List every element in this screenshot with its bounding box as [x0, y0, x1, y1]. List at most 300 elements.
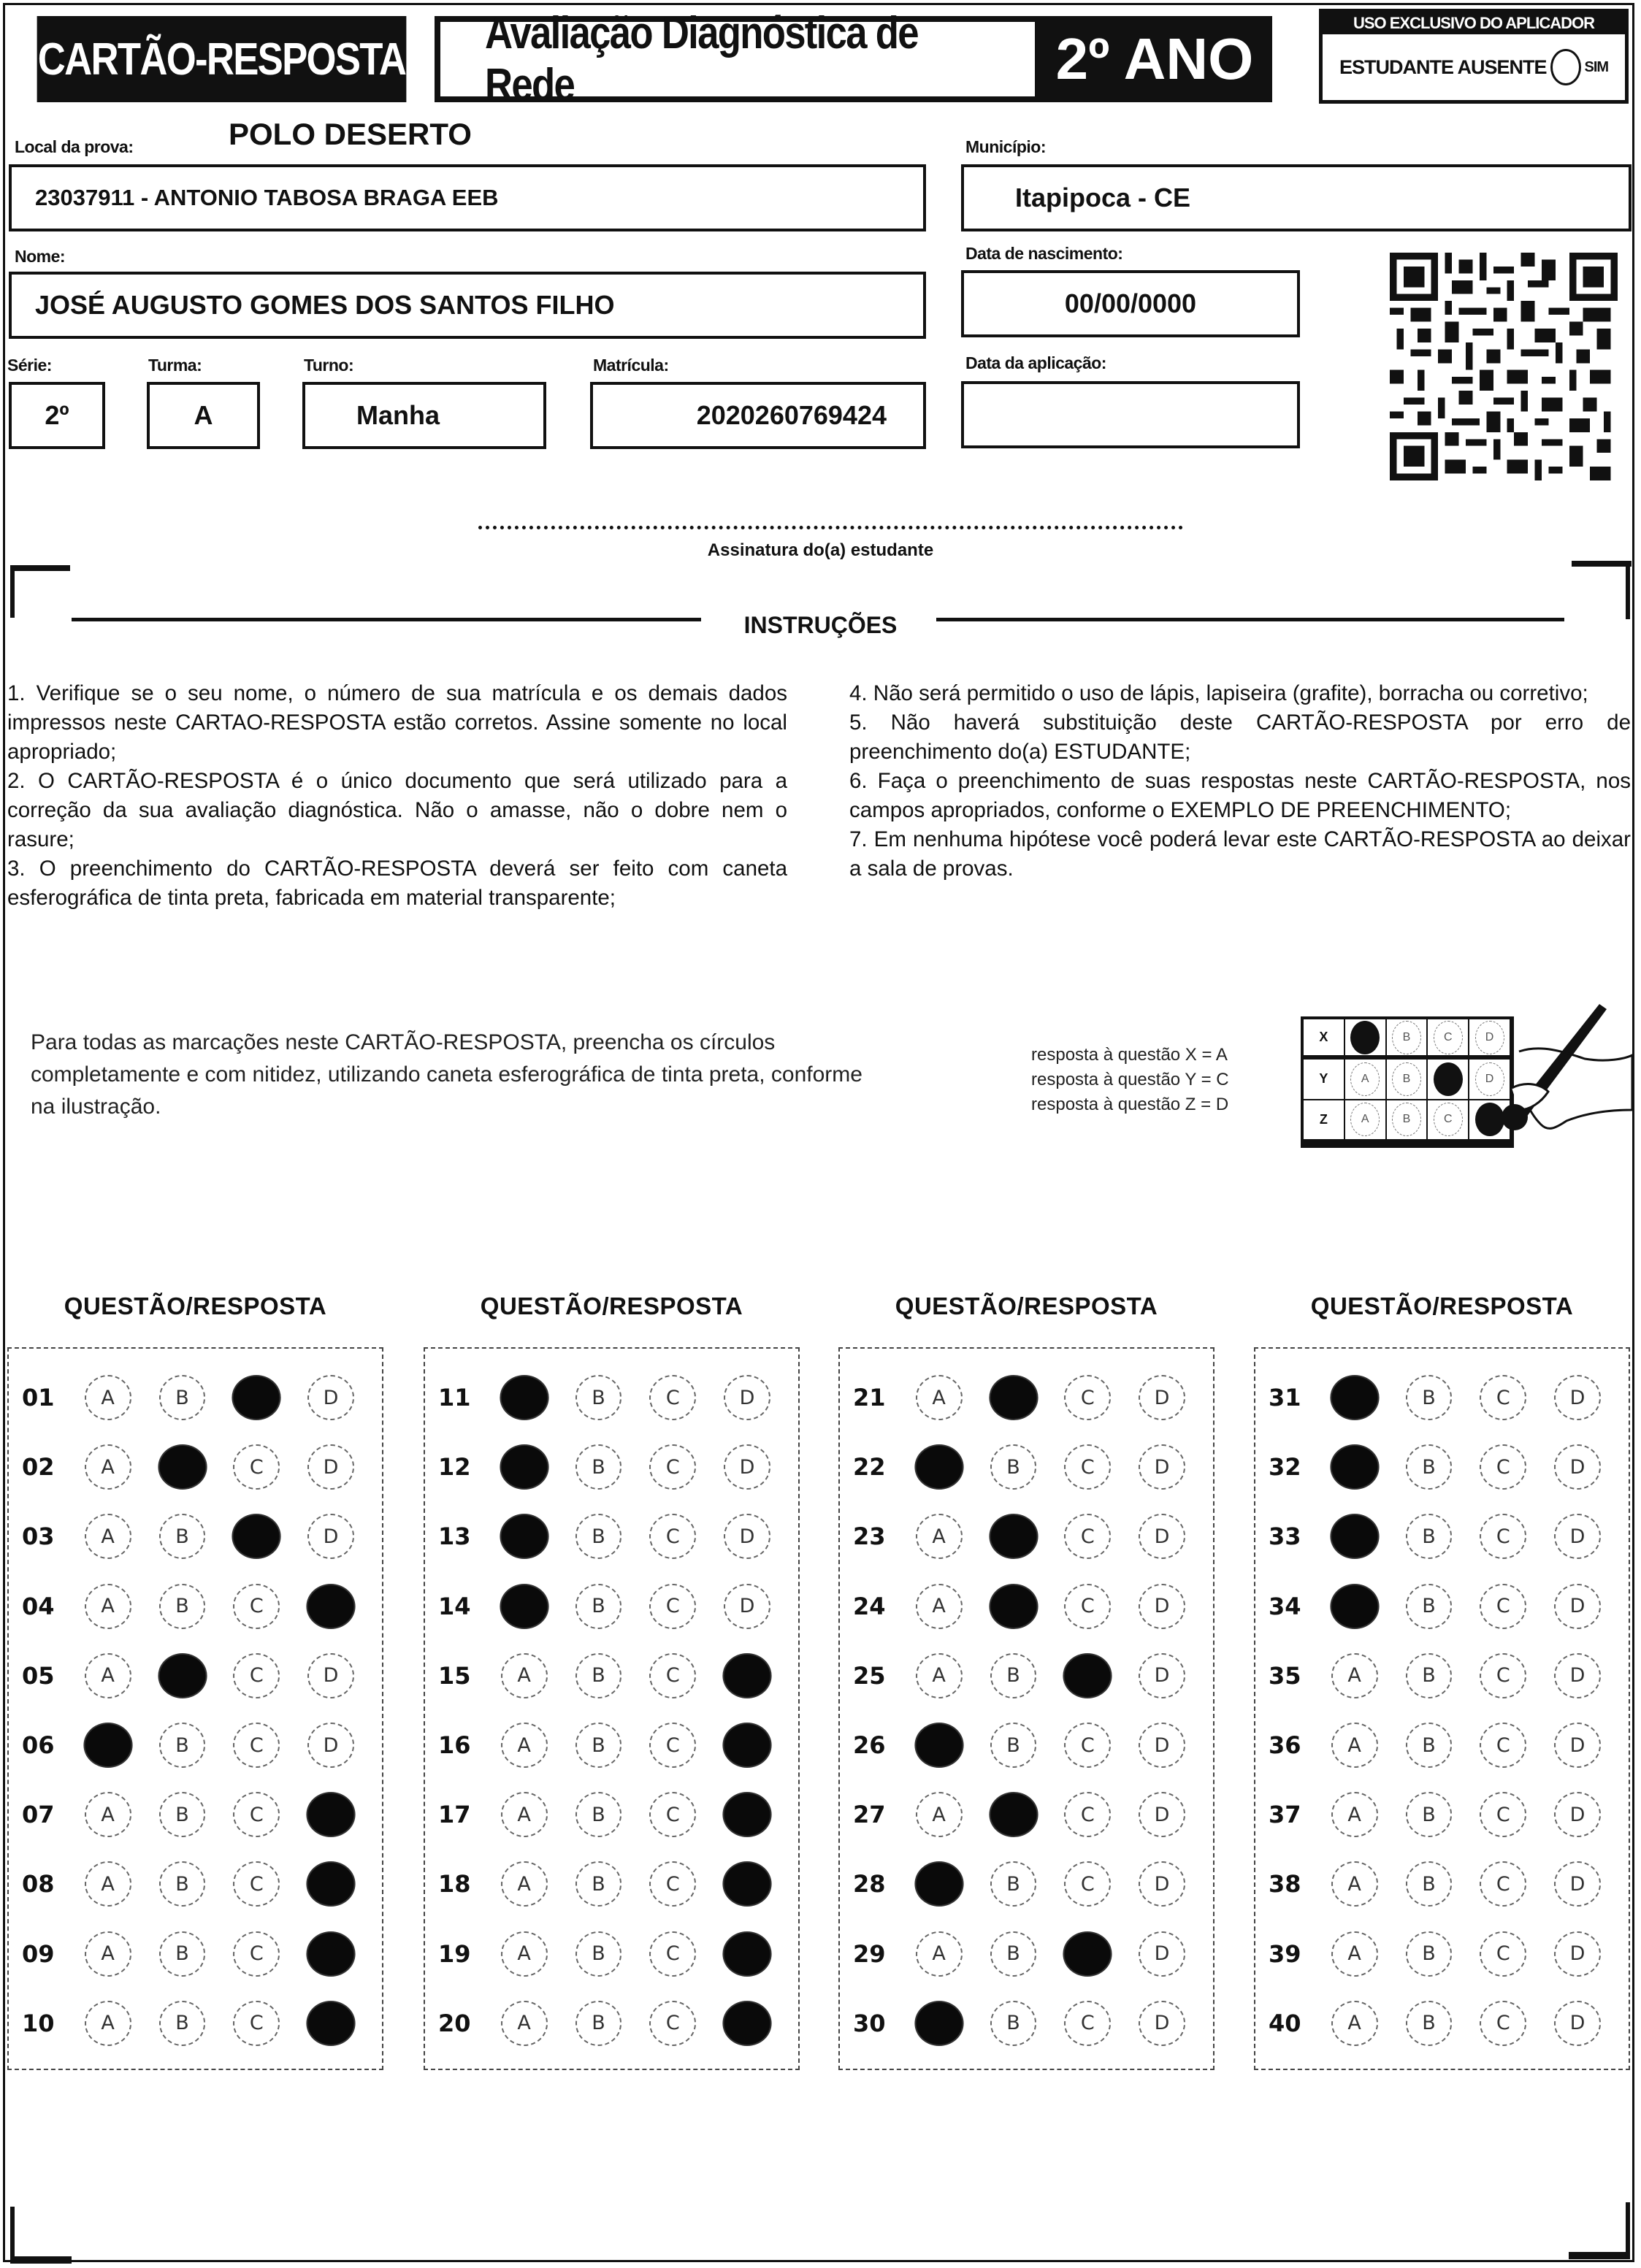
- question-number: 36: [1269, 1731, 1301, 1759]
- answer-column-4: [1254, 1347, 1630, 2070]
- answer-bubble-a[interactable]: A: [1331, 1653, 1378, 1698]
- answer-bubble-b[interactable]: [158, 1444, 207, 1490]
- answer-bubble-a[interactable]: [914, 1723, 963, 1768]
- question-number: 37: [1269, 1801, 1301, 1829]
- corner-mark-bottom-right: [1569, 2252, 1630, 2259]
- answer-column-heading: QUESTÃO/RESPOSTA: [64, 1292, 327, 1319]
- question-number: 34: [1269, 1592, 1301, 1620]
- answer-bubble-a[interactable]: A: [85, 1514, 131, 1559]
- question-row: [425, 1574, 798, 1639]
- nascimento-field: [961, 270, 1300, 337]
- answer-bubble-a[interactable]: [500, 1584, 548, 1629]
- applicator-heading: USO EXCLUSIVO DO APLICADOR: [1323, 12, 1625, 34]
- answer-bubble-c[interactable]: C: [233, 1792, 280, 1837]
- question-number: 23: [853, 1522, 886, 1551]
- answer-bubble-b[interactable]: B: [1406, 1514, 1453, 1559]
- answer-bubble-b[interactable]: B: [1406, 2001, 1453, 2046]
- question-number: 26: [853, 1731, 886, 1759]
- answer-bubble-d[interactable]: D: [1554, 1792, 1601, 1837]
- instructions-right: [849, 679, 1631, 884]
- question-number: 22: [853, 1453, 886, 1482]
- answer-bubble-d[interactable]: [307, 2001, 356, 2046]
- question-row: [425, 1434, 798, 1500]
- answer-bubble-c[interactable]: C: [1480, 1861, 1526, 1907]
- instructions-rule-right: [936, 618, 1564, 621]
- example-cell: [1345, 1019, 1387, 1060]
- answer-bubble-d[interactable]: D: [1554, 1861, 1601, 1907]
- question-number: 18: [438, 1870, 471, 1899]
- answer-bubble-c[interactable]: C: [233, 1653, 280, 1698]
- answer-bubble-c[interactable]: C: [1064, 1514, 1111, 1559]
- answer-bubble-a[interactable]: A: [85, 1931, 131, 1977]
- answer-bubble-c[interactable]: C: [649, 1375, 696, 1420]
- answer-bubble-a[interactable]: [1330, 1584, 1379, 1629]
- answer-bubble-b[interactable]: [989, 1584, 1038, 1629]
- answer-bubble-a[interactable]: A: [85, 2001, 131, 2046]
- answer-bubble-a[interactable]: A: [85, 1584, 131, 1629]
- answer-bubble-c[interactable]: C: [649, 1723, 696, 1768]
- example-bubble: [1434, 1062, 1463, 1096]
- answer-bubble-a[interactable]: A: [916, 1375, 963, 1420]
- answer-bubble-b[interactable]: B: [159, 1584, 206, 1629]
- answer-bubble-b[interactable]: B: [159, 1861, 206, 1907]
- question-number: 16: [438, 1731, 471, 1759]
- answer-bubble-d[interactable]: D: [1554, 1375, 1601, 1420]
- answer-bubble-b[interactable]: B: [1406, 1861, 1453, 1907]
- answer-bubble-b[interactable]: [989, 1514, 1038, 1559]
- question-number: 28: [853, 1870, 886, 1899]
- answer-bubble-c[interactable]: C: [649, 1514, 696, 1559]
- answer-bubble-a[interactable]: A: [916, 1514, 963, 1559]
- absent-option-label: SIM: [1584, 58, 1609, 75]
- answer-bubble-a[interactable]: [1330, 1514, 1379, 1559]
- instructions-title: INSTRUÇÕES: [743, 612, 898, 638]
- answer-bubble-c[interactable]: C: [1480, 1584, 1526, 1629]
- answer-bubble-d[interactable]: D: [1554, 1584, 1601, 1629]
- answer-bubble-c[interactable]: [1063, 1653, 1112, 1698]
- example-cell: [1345, 1100, 1387, 1141]
- question-row: [1255, 1712, 1629, 1778]
- question-number: 24: [853, 1592, 886, 1620]
- instruction-1: 1. Verifique se o seu nome, o número de sua matrícula e os demais dados impressos neste CARTAO-RESPOSTA estão corretos. Assine somente no local apropriado;: [7, 681, 787, 764]
- question-number: 01: [22, 1384, 55, 1411]
- question-number: 14: [438, 1592, 471, 1620]
- example-bubble: [1350, 1021, 1380, 1054]
- answer-bubble-c[interactable]: C: [233, 1931, 280, 1977]
- example-bubble: B: [1392, 1103, 1421, 1136]
- nome-field: [9, 272, 926, 339]
- question-row: [425, 1643, 798, 1709]
- sheet-title-text: CARTÃO-RESPOSTA: [37, 34, 406, 85]
- question-number: 15: [438, 1661, 471, 1690]
- answer-bubble-d[interactable]: [723, 1861, 772, 1907]
- example-cell: [1345, 1060, 1387, 1100]
- answer-bubble-a[interactable]: [500, 1514, 548, 1559]
- example-cell: [1428, 1060, 1469, 1100]
- question-row: [840, 1503, 1213, 1569]
- corner-mark-bottom-right-v: [1626, 2202, 1630, 2259]
- answer-bubble-d[interactable]: [723, 1931, 772, 1977]
- question-number: 17: [438, 1801, 471, 1829]
- answer-bubble-b[interactable]: B: [575, 1444, 622, 1490]
- answer-bubble-a[interactable]: [1330, 1444, 1379, 1490]
- question-number: 20: [438, 2009, 471, 2037]
- question-row: [425, 1991, 798, 2056]
- answer-bubble-a[interactable]: A: [85, 1653, 131, 1698]
- answer-bubble-d[interactable]: D: [1554, 1931, 1601, 1977]
- answer-bubble-a[interactable]: A: [1331, 1861, 1378, 1907]
- answer-bubble-a[interactable]: [914, 1444, 963, 1490]
- answer-bubble-d[interactable]: [723, 1723, 772, 1768]
- question-row: [1255, 1365, 1629, 1430]
- answer-column-1: [7, 1347, 383, 2070]
- answer-bubble-b[interactable]: B: [1406, 1653, 1453, 1698]
- answer-bubble-b[interactable]: B: [159, 2001, 206, 2046]
- municipio-label: Município:: [965, 137, 1046, 156]
- signature-label: Assinatura do(a) estudante: [707, 540, 934, 560]
- question-number: 19: [438, 1939, 471, 1968]
- answer-bubble-b[interactable]: B: [1406, 1375, 1453, 1420]
- answer-bubble-d[interactable]: D: [1139, 1584, 1185, 1629]
- nascimento-label: Data de nascimento:: [965, 244, 1123, 263]
- question-number: 07: [22, 1801, 55, 1829]
- answer-bubble-d[interactable]: D: [1139, 1444, 1185, 1490]
- answer-bubble-d[interactable]: D: [1139, 1931, 1185, 1977]
- answer-bubble-d[interactable]: D: [1139, 2001, 1185, 2046]
- answer-bubble-c[interactable]: C: [1480, 1514, 1526, 1559]
- local-value: POLO DESERTO: [229, 117, 472, 151]
- absent-bubble[interactable]: [1550, 49, 1581, 85]
- signature-line[interactable]: [478, 526, 1183, 529]
- answer-bubble-d[interactable]: D: [1139, 1653, 1185, 1698]
- answer-bubble-c[interactable]: C: [1480, 1931, 1526, 1977]
- example-bubble: C: [1434, 1103, 1463, 1136]
- question-row: [425, 1365, 798, 1430]
- example-cell: [1428, 1100, 1469, 1141]
- answer-bubble-b[interactable]: B: [575, 1931, 622, 1977]
- answer-column-3: [838, 1347, 1215, 2070]
- answer-bubble-c[interactable]: C: [233, 1584, 280, 1629]
- answer-bubble-d[interactable]: D: [1554, 1723, 1601, 1768]
- answer-bubble-c[interactable]: C: [1480, 1723, 1526, 1768]
- answer-bubble-c[interactable]: C: [649, 1931, 696, 1977]
- serie-label: Série:: [7, 356, 52, 375]
- example-bubble: D: [1475, 1062, 1504, 1096]
- answer-bubble-c[interactable]: C: [1064, 2001, 1111, 2046]
- instructions-left: [7, 679, 787, 913]
- instruction-4: 4. Não será permitido o uso de lápis, lapiseira (grafite), borracha ou corretivo;: [849, 681, 1588, 705]
- answer-bubble-b[interactable]: B: [159, 1514, 206, 1559]
- answer-bubble-b[interactable]: B: [1406, 1584, 1453, 1629]
- turno-field: [302, 382, 546, 449]
- example-cell: [1387, 1100, 1428, 1141]
- instruction-6: 6. Faça o preenchimento de suas respostas neste CARTÃO-RESPOSTA, nos campos apropriados, conforme o EXEMPLO DE PREENCHIMENTO;: [849, 769, 1631, 822]
- answer-bubble-c[interactable]: C: [1480, 1375, 1526, 1420]
- answer-bubble-d[interactable]: [723, 1792, 772, 1837]
- answer-column-heading: QUESTÃO/RESPOSTA: [1310, 1292, 1574, 1319]
- instruction-7: 7. Em nenhuma hipótese você poderá levar este CARTÃO-RESPOSTA ao deixar a sala de provas.: [849, 827, 1631, 881]
- answer-bubble-c[interactable]: [1063, 1931, 1112, 1977]
- answer-bubble-c[interactable]: C: [649, 1444, 696, 1490]
- aplicacao-label: Data da aplicação:: [965, 353, 1106, 372]
- answer-bubble-c[interactable]: C: [233, 2001, 280, 2046]
- answer-bubble-c[interactable]: C: [649, 2001, 696, 2046]
- question-row: [840, 1991, 1213, 2056]
- absent-row: [1323, 34, 1625, 100]
- answer-bubble-b[interactable]: B: [575, 1792, 622, 1837]
- example-legend-x: resposta à questão X = A: [1031, 1045, 1228, 1065]
- question-row: [840, 1921, 1213, 1987]
- answer-bubble-b[interactable]: B: [990, 2001, 1037, 2046]
- turno-label: Turno:: [304, 356, 354, 375]
- answer-bubble-b[interactable]: [158, 1653, 207, 1698]
- sheet-title: [37, 16, 407, 102]
- matricula-value: 2020260769424: [696, 400, 887, 430]
- school-value: 23037911 - ANTONIO TABOSA BRAGA EEB: [35, 185, 499, 210]
- question-number: 09: [22, 1939, 55, 1968]
- answer-bubble-a[interactable]: [914, 2001, 963, 2046]
- question-row: [840, 1574, 1213, 1639]
- example-legend-z: resposta à questão Z = D: [1031, 1095, 1229, 1114]
- question-number: 11: [438, 1384, 471, 1411]
- answer-bubble-b[interactable]: B: [990, 1931, 1037, 1977]
- question-row: [1255, 1434, 1629, 1500]
- answer-bubble-d[interactable]: D: [1554, 1514, 1601, 1559]
- answer-bubble-c[interactable]: C: [649, 1792, 696, 1837]
- question-row: [9, 1503, 382, 1569]
- answer-bubble-b[interactable]: [989, 1792, 1038, 1837]
- absent-label: ESTUDANTE AUSENTE: [1339, 55, 1547, 78]
- answer-bubble-a[interactable]: A: [1331, 1931, 1378, 1977]
- answer-bubble-d[interactable]: [723, 1653, 772, 1698]
- question-row: [1255, 1991, 1629, 2056]
- answer-bubble-d[interactable]: D: [1554, 2001, 1601, 2046]
- answer-bubble-c[interactable]: C: [1480, 1444, 1526, 1490]
- question-row: [425, 1851, 798, 1917]
- question-number: 29: [853, 1939, 886, 1968]
- answer-bubble-b[interactable]: B: [1406, 1931, 1453, 1977]
- answer-bubble-a[interactable]: A: [85, 1861, 131, 1907]
- answer-bubble-c[interactable]: C: [649, 1861, 696, 1907]
- instruction-5: 5. Não haverá substituição deste CARTÃO-RESPOSTA por erro de preenchimento do(a) ESTUDANTE;: [849, 710, 1631, 764]
- answer-bubble-c[interactable]: [232, 1514, 281, 1559]
- answer-bubble-d[interactable]: D: [307, 1723, 354, 1768]
- applicator-box: [1319, 9, 1629, 104]
- example-legend: [1031, 1043, 1229, 1117]
- answer-bubble-d[interactable]: [307, 1861, 356, 1907]
- answer-bubble-a[interactable]: [500, 1375, 548, 1420]
- aplicacao-field: [961, 381, 1300, 448]
- answer-bubble-d[interactable]: D: [724, 1514, 770, 1559]
- nome-label: Nome:: [15, 247, 66, 266]
- question-row: [1255, 1574, 1629, 1639]
- answer-bubble-b[interactable]: B: [575, 1861, 622, 1907]
- question-row: [425, 1712, 798, 1778]
- answer-bubble-d[interactable]: [723, 2001, 772, 2046]
- question-number: 25: [853, 1661, 886, 1690]
- answer-bubble-d[interactable]: D: [1139, 1514, 1185, 1559]
- corner-mark-top-left: [10, 565, 70, 571]
- question-row: [840, 1643, 1213, 1709]
- question-row: [1255, 1851, 1629, 1917]
- question-number: 33: [1269, 1522, 1301, 1551]
- turma-field: [147, 382, 260, 449]
- corner-mark-bottom-left-v: [10, 2207, 15, 2262]
- question-number: 08: [22, 1870, 55, 1899]
- answer-bubble-a[interactable]: A: [501, 2001, 548, 2046]
- answer-bubble-a[interactable]: A: [916, 1931, 963, 1977]
- answer-bubble-a[interactable]: A: [501, 1861, 548, 1907]
- turno-value: Manha: [356, 400, 440, 430]
- answer-bubble-b[interactable]: B: [159, 1792, 206, 1837]
- answer-bubble-a[interactable]: A: [501, 1792, 548, 1837]
- answer-bubble-c[interactable]: C: [1064, 1723, 1111, 1768]
- question-row: [1255, 1503, 1629, 1569]
- answer-bubble-c[interactable]: C: [649, 1653, 696, 1698]
- answer-bubble-b[interactable]: B: [990, 1653, 1037, 1698]
- answer-bubble-a[interactable]: A: [916, 1792, 963, 1837]
- question-row: [840, 1851, 1213, 1917]
- answer-bubble-c[interactable]: C: [1064, 1444, 1111, 1490]
- answer-bubble-a[interactable]: A: [916, 1653, 963, 1698]
- answer-bubble-c[interactable]: C: [1064, 1861, 1111, 1907]
- answer-bubble-b[interactable]: B: [575, 1514, 622, 1559]
- nascimento-value: 00/00/0000: [1064, 288, 1197, 318]
- answer-bubble-d[interactable]: D: [724, 1444, 770, 1490]
- answer-bubble-d[interactable]: D: [1139, 1861, 1185, 1907]
- answer-bubble-a[interactable]: [83, 1723, 132, 1768]
- question-number: 30: [853, 2009, 886, 2037]
- question-number: 21: [853, 1384, 886, 1411]
- answer-bubble-b[interactable]: B: [990, 1861, 1037, 1907]
- example-bubble: B: [1392, 1062, 1421, 1096]
- answer-bubble-a[interactable]: A: [501, 1723, 548, 1768]
- answer-bubble-d[interactable]: D: [307, 1514, 354, 1559]
- local-label: Local da prova:: [15, 137, 134, 156]
- answer-bubble-a[interactable]: A: [1331, 1792, 1378, 1837]
- question-number: 31: [1269, 1384, 1301, 1411]
- answer-bubble-b[interactable]: B: [1406, 1723, 1453, 1768]
- question-row: [840, 1712, 1213, 1778]
- answer-bubble-b[interactable]: B: [575, 1723, 622, 1768]
- answer-bubble-c[interactable]: C: [233, 1861, 280, 1907]
- answer-bubble-a[interactable]: A: [501, 1931, 548, 1977]
- exam-name-text: Avaliação Diagnóstica de Rede: [485, 8, 918, 110]
- school-field: [9, 164, 926, 231]
- example-cell: [1387, 1060, 1428, 1100]
- answer-bubble-d[interactable]: [307, 1792, 356, 1837]
- answer-column-2: [424, 1347, 800, 2070]
- answer-column-heading: QUESTÃO/RESPOSTA: [895, 1292, 1158, 1319]
- answer-bubble-b[interactable]: B: [575, 1653, 622, 1698]
- example-row-label: Z: [1304, 1100, 1345, 1141]
- question-number: 12: [438, 1453, 471, 1482]
- question-number: 03: [22, 1522, 55, 1551]
- answer-bubble-b[interactable]: B: [1406, 1444, 1453, 1490]
- answer-bubble-b[interactable]: B: [575, 1375, 622, 1420]
- qr-code-icon: [1390, 251, 1618, 482]
- answer-bubble-c[interactable]: C: [1064, 1375, 1111, 1420]
- answer-bubble-c[interactable]: C: [1480, 1792, 1526, 1837]
- answer-bubble-d[interactable]: D: [1139, 1375, 1185, 1420]
- answer-bubble-b[interactable]: B: [159, 1931, 206, 1977]
- question-row: [9, 1991, 382, 2056]
- answer-bubble-b[interactable]: B: [575, 2001, 622, 2046]
- answer-bubble-d[interactable]: D: [1139, 1723, 1185, 1768]
- question-row: [840, 1782, 1213, 1847]
- answer-bubble-b[interactable]: B: [575, 1584, 622, 1629]
- question-row: [9, 1782, 382, 1847]
- answer-bubble-b[interactable]: B: [990, 1444, 1037, 1490]
- answer-bubble-a[interactable]: A: [85, 1375, 131, 1420]
- answer-bubble-b[interactable]: B: [990, 1723, 1037, 1768]
- answer-bubble-a[interactable]: A: [85, 1792, 131, 1837]
- question-row: [9, 1643, 382, 1709]
- answer-bubble-b[interactable]: [989, 1375, 1038, 1420]
- answer-bubble-a[interactable]: A: [1331, 1723, 1378, 1768]
- question-number: 05: [22, 1661, 55, 1690]
- instruction-3: 3. O preenchimento do CARTÃO-RESPOSTA deverá ser feito com caneta esferográfica de tinta preta, fabricada em material transparente;: [7, 857, 787, 910]
- turma-value: A: [194, 400, 213, 430]
- question-number: 39: [1269, 1939, 1301, 1968]
- answer-bubble-b[interactable]: B: [159, 1723, 206, 1768]
- answer-bubble-d[interactable]: D: [1554, 1653, 1601, 1698]
- grade-badge: [1037, 16, 1272, 102]
- answer-bubble-c[interactable]: C: [1480, 2001, 1526, 2046]
- answer-bubble-a[interactable]: [500, 1444, 548, 1490]
- answer-bubble-c[interactable]: C: [233, 1444, 280, 1490]
- example-bubble: A: [1350, 1103, 1380, 1136]
- answer-bubble-a[interactable]: [914, 1861, 963, 1907]
- hand-with-pen-icon: [1497, 1000, 1636, 1146]
- question-row: [425, 1921, 798, 1987]
- answer-bubble-a[interactable]: A: [916, 1584, 963, 1629]
- question-row: [9, 1921, 382, 1987]
- answer-bubble-c[interactable]: C: [1480, 1653, 1526, 1698]
- answer-bubble-c[interactable]: C: [233, 1723, 280, 1768]
- answer-bubble-b[interactable]: B: [159, 1375, 206, 1420]
- serie-field: [9, 382, 105, 449]
- answer-bubble-d[interactable]: D: [1554, 1444, 1601, 1490]
- answer-bubble-c[interactable]: C: [1064, 1584, 1111, 1629]
- answer-bubble-d[interactable]: D: [724, 1584, 770, 1629]
- answer-bubble-a[interactable]: A: [501, 1653, 548, 1698]
- answer-bubble-a[interactable]: [1330, 1375, 1379, 1420]
- answer-bubble-d[interactable]: D: [307, 1375, 354, 1420]
- answer-bubble-c[interactable]: [232, 1375, 281, 1420]
- municipio-field: [961, 164, 1632, 231]
- answer-bubble-d[interactable]: [307, 1584, 356, 1629]
- question-row: [840, 1365, 1213, 1430]
- answer-bubble-a[interactable]: A: [85, 1444, 131, 1490]
- answer-bubble-d[interactable]: D: [1139, 1792, 1185, 1837]
- answer-bubble-d[interactable]: D: [724, 1375, 770, 1420]
- answer-bubble-d[interactable]: [307, 1931, 356, 1977]
- question-row: [1255, 1643, 1629, 1709]
- fill-note: Para todas as marcações neste CARTÃO-RESPOSTA, preencha os círculos completamente e com nitidez, utilizando caneta esferográfica de tinta preta, conforme na ilustração.: [31, 1030, 862, 1119]
- answer-bubble-c[interactable]: C: [649, 1584, 696, 1629]
- answer-bubble-b[interactable]: B: [1406, 1792, 1453, 1837]
- nome-value: JOSÉ AUGUSTO GOMES DOS SANTOS FILHO: [35, 290, 615, 320]
- answer-bubble-d[interactable]: D: [307, 1653, 354, 1698]
- turma-label: Turma:: [148, 356, 202, 375]
- answer-bubble-c[interactable]: C: [1064, 1792, 1111, 1837]
- question-row: [1255, 1782, 1629, 1847]
- answer-bubble-a[interactable]: A: [1331, 2001, 1378, 2046]
- answer-bubble-d[interactable]: D: [307, 1444, 354, 1490]
- example-legend-y: resposta à questão Y = C: [1031, 1070, 1229, 1089]
- question-number: 04: [22, 1592, 55, 1620]
